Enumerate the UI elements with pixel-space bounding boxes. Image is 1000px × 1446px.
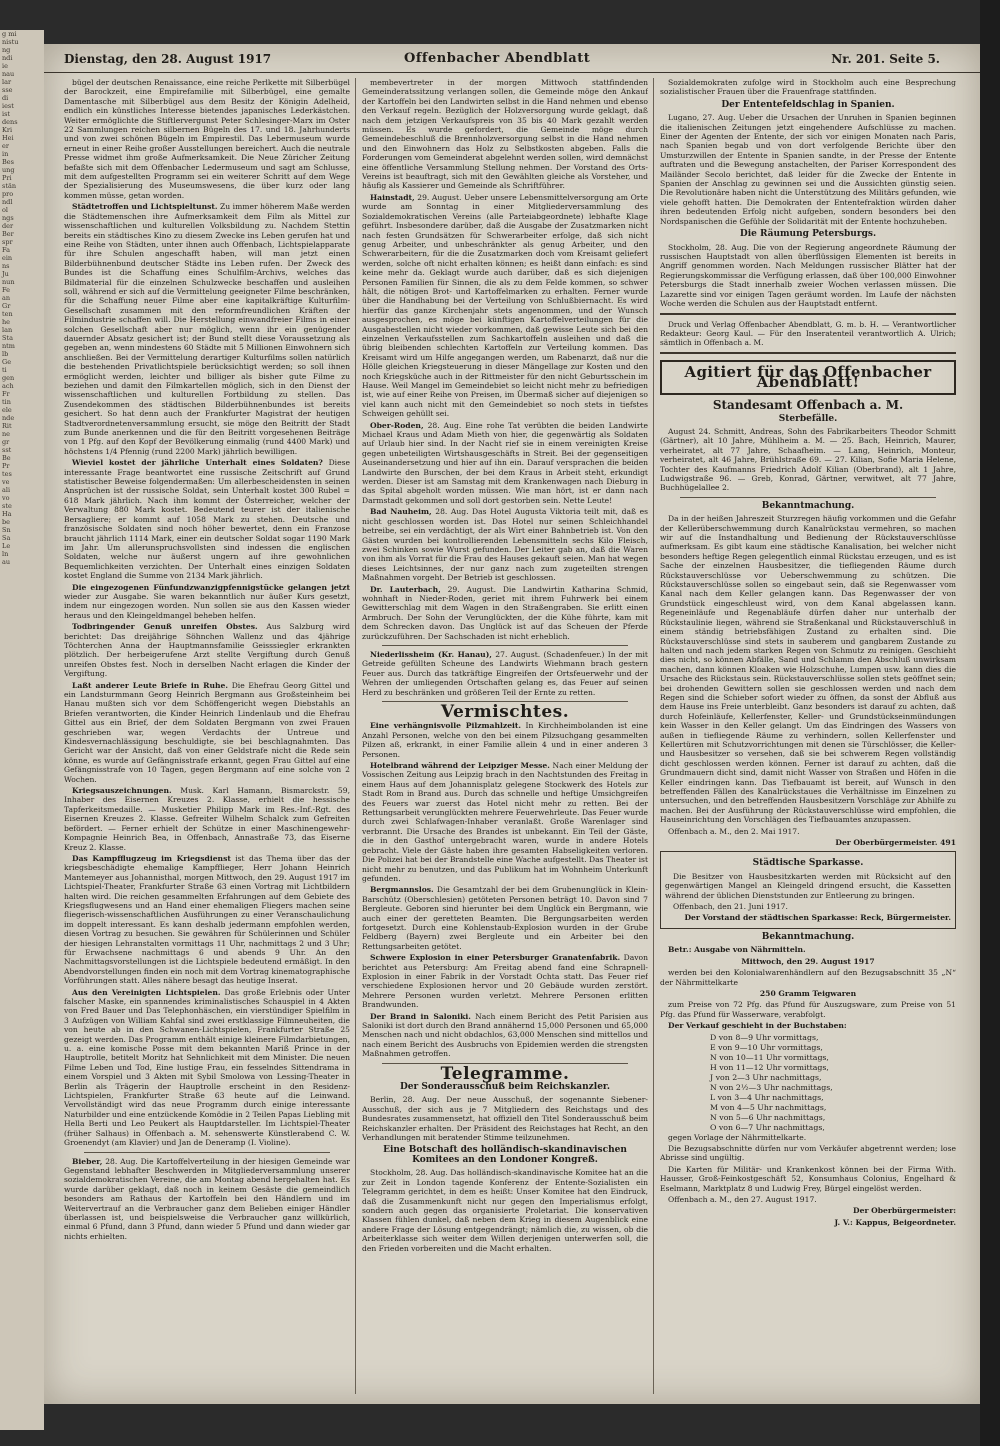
article-text: Nach einem Bericht des Petit Parisien aus Saloniki ist dort durch den Brand annähernd 15,000 Personen und 65,000 Menschen nach und nicht obdachlos, 63,000 Menschen sind mittellos und nach einem Bericht des Ausbruchs von Epidemien werden die strengsten Maßnahmen getroffen. [362,1011,648,1059]
column-rule [653,78,654,1394]
edge-text-fragment: spr [2,238,13,246]
notice-number: 491 [940,838,956,848]
schedule-row: N von 2½—3 Uhr nachmittags, [710,1082,833,1092]
edge-text-fragment: ngs [2,214,14,222]
registry-office-title: Standesamt Offenbach a. M. [712,398,904,413]
divider [680,497,936,498]
previous-page-edge [0,30,44,1430]
edge-text-fragment: lar [2,78,12,86]
edge-text-fragment: Hei [2,134,14,142]
column-3 [660,78,956,1394]
edge-text-fragment: Sn [2,526,11,534]
edge-text-fragment: Bes [2,158,14,166]
signature-text: Der Oberbürgermeister. [835,838,938,848]
advertisement-banner: Agitiert für das Offenbacher Abendblatt! [660,360,956,395]
article-text: Musk. Karl Hamann, Bismarckstr. 59, Inhaber des Eisernen Kreuzes 2. Klasse, erhielt die hessische Tapferkeitsmedaille. — Musketier Philipp Mark im Res.-Inf.-Rgt. des Eisernen Kreuzes 2. Klasse. Gefreiter Wilhelm Schalck zum Gefreiten befördert. — Ferner erhielt der Schütze in einer Maschinengewehr-Kompagnie Heinrich Bea, in Offenbach, Annastraße 73, das Eiserne Kreuz 2. Klasse. [64,786,350,852]
edge-text-fragment: au [2,558,11,566]
edge-text-fragment: ele [2,406,12,414]
article-headline: Der Sonderausschuß beim Reichskanzler. [400,1082,610,1093]
article-lead: Kriegsauszeichnungen. [72,786,172,796]
header-date: Dienstag, den 28. August 1917 [64,52,272,66]
article-lead: Aus den Vereinigten Lichtspielen. [72,987,221,997]
notice-title: Bekanntmachung. [761,931,855,942]
edge-text-fragment: ali [2,486,11,494]
article-text: 28. Aug. Die Kartoffelverteilung in der hiesigen Gemeinde war Gegenstand lebhafter Beschwerden in Mitgliederversammlung unserer sozialdemokratischen Vereine, die am Montag abend hergehalten hat. Es wurde darüber geklagt, daß noch in keinem Gesäste die gemeindlich besonders am Rathaus der Kartoffeln bei den Händlern und im Weitervertrauf an die Verbraucher ganz dem Belieben einiger Händler überlassen ist, und beispielsweise die Verbraucher ganz willkürlich, einmal 6 Pfund, dann 3 Pfund, dann wieder 5 Pfund und dann wieder gar nichts erhielten. [64,1156,350,1241]
article-paragraph [64,854,350,986]
savings-bank-notice [660,851,956,928]
column-1 [64,78,350,1394]
edge-text-fragment: Pr [2,462,10,470]
notice-text: Die Bezugsabschnitte dürfen nur vom Verkäufer abgetrennt werden; lose Abrisse sind ungültig. [660,1143,956,1163]
edge-text-fragment: vo [2,494,10,502]
column-rule [355,78,356,1394]
deaths-heading: Sterbefälle. [778,413,838,424]
edge-text-fragment: der [2,222,14,230]
edge-text-fragment: an [2,294,11,302]
article-paragraph [362,650,648,697]
notice-text: zum Preise von 72 Pfg. das Pfund für Auszugsware, zum Preise von 51 Pfg. das Pfund für Wasserware, verabfolgt. [660,1000,956,1019]
edge-text-fragment: Kri [2,126,13,134]
edge-text-fragment: Gr [2,302,11,310]
notice-title: Städtische Sparkasse. [752,858,864,869]
edge-text-fragment: ti [2,366,7,374]
schedule-row: N von 5—6 Uhr nachmittags, [710,1112,826,1122]
article-paragraph [64,458,350,580]
edge-text-fragment: be [2,518,11,526]
edge-text-fragment: Ber [2,230,14,238]
article-lead: Niederlissheim (Kr. Hanau), [370,649,492,659]
article-text: Davon berichtet aus Petersburg: Am Freitag abend fand eine Schrapnell-Explosion in einer Fabrik in der Vorstadt Ochta statt. Das Feuer rief verschiedene Explosionen hervor und 20 Gebäude wurden zerstört. Mehrere Personen wurden verletzt. Mehrere Personen erlitten Brandwunden. [362,953,648,1010]
edge-text-fragment: Sta [2,334,13,342]
article-text: ist das Thema über das der kriegsbeschädigte ehemalige Kampfflieger, Herr Johann Heinrich Mantemeyer aus Johannisthal, morgen Mittwoch, den 29. August 1917 im Lichtspiel-Theater, Frankfurter Straße 63 einen Vortrag mit Lichtbildern halten wird. Die reichen gesammelten Erfahrungen auf dem Gebiete des Kriegsflugwesens und an Hand einer ehemaligen Fliegers machen seine fliegerisch-wissenschaftlichen Ausführungen zu einer Veranschaulichung im doppelt interessant. Es kann deshalb jedermann empfohlen werden, diesen Vortrag zu besuchen. Sie gewähren für Schülerinnen und Schüler der hiesigen Lehranstalten vormittags 11 Uhr, nachmittags 2 und 3 Uhr; für Erwachsene nachmittags 6 und abends 9 Uhr. An den Nachmittagsvorstellungen ist die Lichtspiele bedeutend ermäßigt. In den Abendvorstellungen finden ein noch mit dem Vortrag kinematographische Vorführungen statt. Alles nähere besagt das heutige Inserat. [64,853,350,986]
notice-date: Offenbach a. M., den 27. August 1917. [668,1194,817,1204]
article-text: 28. Aug. Das Hotel Augusta Viktoria teilt mit, daß es nicht geschlossen worden ist. Das Hotel nur seinen Schleichhandel betreibe, sei ein verdächtigt, der als Wirt einer Bahnbetrieb ist. Von den Gästen wurden bei kontrollierenden Lebensmitteln sechs Kilo Fleisch, zwei Schinken sowie Wurst gefunden. Der Leiter gab an, daß die Waren von ihm als Vorrat für die Frau des Hauses gekauft seien. Man hat wegen dieses Leichtsinnes, der nur ganz nach zum zugeteilten strengen Maßnahmen vorgeht. Der Betrieb ist geschlossen. [362,507,648,583]
article-paragraph [64,1157,350,1242]
edge-text-fragment: gr [2,438,10,446]
edge-text-fragment: di [2,94,9,102]
edge-text-fragment: ung [2,166,15,174]
schedule-row: M von 4—5 Uhr nachmittags, [710,1102,827,1112]
article-paragraph: membevertreter in der morgen Mittwoch stattfindenden Gemeinderatssitzung verlangen sollen, die Gemeinde möge den Ankauf der Kartoffeln bei den Landwirten selbst in die Hand nehmen und ebenso den Verkauf regeln. Bezüglich der Holzversorgung wurde geklagt, daß nach dem jetzigen Verkaufspreis von 35 bis 40 Mark gezahlt werden müssen. Es wurde gefordert, die Gemeinde möge durch Gemeindebeschluß die Brennholzversorgung selbst in die Hand nehmen und den Einwohnern das Holz zu Selbstkosten abgeben. Falls die Forderungen vom Gemeinderat abgelehnt werden sollen, wird demnächst eine öffentliche Versammlung Stellung nehmen. Der Vorstand des Orts-Vereins ist beauftragt, sich mit den Gewählten gleiche als Vorsteher, und häufig als Kassierer und Gemeinde als Schriftführer. [362,78,648,191]
divider [84,1152,330,1153]
edge-text-fragment: in [2,150,9,158]
edge-text-fragment: dens [2,118,18,126]
notice-title: Bekanntmachung. [761,500,855,511]
article-paragraph [362,953,648,1009]
edge-text-fragment: he [2,318,11,326]
edge-text-fragment: Fr [2,390,10,398]
article-paragraph: Sozialdemokraten zufolge wird in Stockholm auch eine Besprechung sozialistischer Frauen über die Frauenfrage stattfinden. [660,78,956,97]
article-paragraph [64,988,350,1148]
newspaper-page [44,44,980,1404]
edge-text-fragment: Fa [2,246,10,254]
notice-signature: Der Oberbürgermeister: [853,1206,956,1216]
notice-date: Offenbach, den 21. Juni 1917. [673,902,788,912]
article-text: Das große Erlebnis oder Unter falscher Maske, ein spannendes kriminalistisches Schauspiel in 4 Akten von Fred Bauer und Das Telephonhäschen, ein vierstündiger Spielfilm in 3 Aufzügen von William Kahfal sind zwei erstklassige Filmneuheiten, die von heute ab in den Schwanen-Lichtspielen, Frankfurter Straße 25 gezeigt werden. Das Programm enthält einige kleinere Filmdarbietungen, u. a. eine komische Posse mit dem bekannten Mariß Prince in der Hauptrolle, betitelt Moritz hat Sehnlichkeit mit dem Minister. Die neuen Filme Leben und Tod, Eine lustige Frau, ein fesselndes Sittendrama in einem Vorspiel und 3 Akten mit Sybil Smolowa von Lessing-Theater in Berlin als Trägerin der Hauptrolle erscheint in den Residenz-Lichtspielen, Frankfurter Straße 63 heute auf die Leinwand. Vervollständigt wird das neue Programm durch einige interessante Naturbilder und eine entzückende Komödie in 2 Teilen Papas Liebling mit Hella Berti und Leo Peukert als Hauptdarsteller. Im Lichtspiel-Theater (früher Salhaus) in Offenbach a. M. sehenswerte Künstlerabend C. W. Groenendyt (am Klavier) und Jan de Deneramp (I. Violine). [64,987,350,1148]
edge-text-fragment: ol [2,206,8,214]
article-paragraph [64,786,350,852]
schedule-row: D von 8—9 Uhr vormittags, [710,1032,819,1042]
article-lead: Bad Nauheim, [370,507,432,517]
article-lead: Bieber, [72,1156,103,1166]
article-paragraph [64,202,350,456]
article-paragraph: Berlin, 28. Aug. Der neue Ausschuß, der sogenannte Siebener-Ausschuß, der sich aus je 7 Mitgliedern des Reichstags und des Bundesrates zusammensetzt, hat offiziell den Titel Sonderausschuß beim Reichskanzler erhalten. Der Präsident des Reichstages hat Recht, an den Verhandlungen mit beratender Stimme teilzunehmen. [362,1095,648,1143]
edge-text-fragment: ist [2,110,11,118]
edge-text-fragment: pro [2,190,14,198]
article-lead: Hotelbrand während der Leipziger Messe. [370,761,550,771]
edge-text-fragment: nistu [2,38,19,46]
article-paragraph [362,761,648,883]
article-lead: Der Brand in Saloniki. [370,1011,471,1021]
article-lead: Die eingezogenen Fünfundzwanzigpfennigstücke gelangen jetzt [72,582,350,592]
divider [382,645,628,646]
notice-signature [660,838,956,847]
edge-text-fragment: nau [2,70,15,78]
notice-text: Die Besitzer von Hausbesitzkarten werden mit Rücksicht auf den gegenwärtigen Mangel an Kleingeld dringend ersucht, die Kassetten während der üblichen Dienststunden zur Entleerung zu bringen. [665,871,951,900]
edge-text-fragment: gen [2,374,15,382]
article-text: Aus Salzburg wird berichtet: Das dreijährige Söhnchen Wallenz und das 4jährige Töchterchen Anna der Hauptmannsfamilie Geisssiegler erkrankten plötzlich. Der herbeigerufene Arzt stellte Vergiftung durch Genuß unreifen Obstes fest. Noch in derselben Nacht erlagen die Kinder der Vergiftung. [64,622,350,679]
section-title-telegramme: Telegramme. [440,1063,570,1084]
edge-text-fragment: ln [2,550,9,558]
article-lead: Schwere Explosion in einer Petersburger Granatenfabrik. [370,953,621,963]
header-masthead: Offenbacher Abendblatt [404,51,591,66]
edge-text-fragment: ng [2,46,11,54]
page-header [44,48,980,73]
notice-signature: Der Vorstand der städtischen Sparkasse: Reck, Bürgermeister. [684,913,951,923]
article-text: 29. August. Die Landwirtin Katharina Schmid, wohnhaft in Nieder-Roden, geriet mit ihrem Fuhrwerk bei einem Gewitterschlag mit dem Wagen in den Straßengraben. Sie erlitt einen Armbruch. Der Sohn der Verunglückten, der die Kühe führte, kam mit dem Schrecken davon. Das Unglück ist auf das Scheuen der Pferde zurückzuführen. Der Sachschaden ist nicht erheblich. [362,584,648,641]
edge-text-fragment: ndi [2,54,13,62]
article-paragraph: Lugano, 27. Aug. Ueber die Ursachen der Unruhen in Spanien beginnen die italienischen Zeitungen jetzt eingehendere Aufschlüsse zu machen. Einer der Agenten der Entente, der sich vor einigen Monaten nach Paris, nach Spanien begab und von dort verfolgende Berichte über den Umsturzwillen der Entente in Spanien sandte, in der Presse der Entente auftraten und die Bewegung anstachelten, der Pariser Korrespondent des Mailänder Secolo berichtet, daß leider für die Zwecke der Entente in Spanien der Anschlag zu gewinnen sei und die Aussichten günstig seien. Die Revolutionäre haben nicht die Unterstützung des Militärs gefunden, wie viele gehofft hatten. Die Demokraten der Ententefraktion würden daher ihren bedeutenden Erfolg nicht aufgeben, sondern besonders bei den Nordspanischen die Gefühle der Solidarität mit der Entente hochzuheben. [660,113,956,226]
article-lead: Bergmannslos. [370,885,434,895]
scan-top-border [0,0,1000,44]
edge-text-fragment: ndl [2,198,13,206]
edge-text-fragment: Ju [2,270,9,278]
edge-text-fragment: Pri [2,174,12,182]
article-paragraph: bügel der deutschen Renaissance, eine reiche Perlkette mit Silberbügel der Barockzeit, eine Empirefamilie mit Silberbügel, eine gemalte Damentasche mit Silberbügel aus dem Besitz der Königin Adelheid, endlich ein künstliches Interesse bietendes japanisches Lederkästchen. Weiter ermöglichte die Stiftlervergunst Peter Schlesinger-Marx im Oster 22 Sammlungen reichen silbernen Bügeln des 17. und 18. Jahrhunderts und von zwei schönen Bügeln im Empirestil. Das Lebermuseum wurde erneut in einer Reihe großer Ausstellungen bereichert. Auch die neutrale Presse widmet ihm große Aufmerksamkeit. Die Neue Züricher Zeitung befaßte sich mit dem Offenbacher Ledermuseum und sagt am Schlusse, mit dem aufgestellten Programm sei ein weiterer Schritt auf dem Wege der Spezialisierung des Museumswesens, die über kurz oder lang kommen müsse, getan worden. [64,78,350,200]
article-text: Diese interessante Frage beantwortet eine russische Zeitschrift auf Grund statistischer Beweise folgendermaßen: Um allerbescheidensten in seinen Ansprüchen ist der russische Soldat, sein Unterhalt kostet 300 Rubel = 618 Mark jährlich. Nach ihm kommt der Österreicher, welcher der Verwaltung 880 Mark kostet. Bedeutend teurer ist der italienische Bersagliere; er kommt auf 1058 Mark zu stehen. Deutsche und französische Soldaten sind noch höher bewertet, denn ein Franzose braucht jährlich 1114 Mark, einer ein deutscher Soldat sogar 1190 Mark im Jahr. Um allerunspruchsvollsten sind indessen die englischen Soldaten, welche nur äußerst ungern auf ihre gewohnlichen Bequemlichkeiten verzichten. Der Unterhalt eines einzigen Soldaten kostet England die Summe von 2134 Mark jährlich. [64,458,350,581]
imprint: Druck und Verlag Offenbacher Abendblatt, G. m. b. H. — Verantwortlicher Redakteur: Georg Kaul. — Für den Inseratenteil verantwortlich A. Ulrich; sämtlich in Offenbach a. M. [660,320,956,348]
article-lead: Städtetroffen und Lichtspieltunst. [72,202,218,212]
article-headline: Der Ententefeldschlag in Spanien. [721,99,895,110]
edge-text-fragment: Ge [2,358,12,366]
article-lead: Ober-Roden, [370,420,424,430]
schedule-row: J von 2—3 Uhr nachmittags, [710,1072,822,1082]
article-lead: Das Kampfflugzeug im Kriegsdienst [72,853,231,863]
article-paragraph [362,421,648,506]
schedule-row: E von 9—10 Uhr vormittags, [710,1042,823,1052]
section-title-vermischtes: Vermischtes. [440,702,570,722]
article-paragraph [64,583,350,621]
article-paragraph [362,585,648,641]
column-2 [362,78,648,1394]
edge-text-fragment: tes [2,470,12,478]
article-lead: Dr. Lauterbach, [370,584,441,594]
edge-text-fragment: sse [2,86,13,94]
schedule-row: N von 10—11 Uhr vormittags, [710,1052,829,1062]
edge-text-fragment: ten [2,310,13,318]
sales-schedule [660,1033,956,1133]
divider [660,313,956,315]
article-lead: Laßt anderer Leute Briefe in Ruhe. [72,680,228,690]
article-paragraph [362,721,648,759]
edge-text-fragment: ein [2,254,13,262]
edge-text-fragment: tin [2,398,11,406]
notice-text: werden bei den Kolonialwarenhändlern auf den Bezugsabschnitt 35 „N“ der Nährmittelkarte [660,968,956,987]
schedule-row: O von 6—7 Uhr nachmittags, [710,1122,825,1132]
article-text: 29. August. Ueber unsere Lebensmittelversorgung am Orte wurde am Sonntag in einer Mitgliederversammlung des Sozialdemokratischen Vereins (alle Parteiabgeordnete) lebhafte Klage geführt. Insbesondere darüber, daß die Ausgabe der Zusatzmarken nicht nach festen Grundsätzen für Schwerarbeiter erfolge, daß sich nicht genug Arbeiter, und unbeschränkter als genug Arbeiter, und den Schwerarbeitern, für die die Zusatzmarken doch vom Kreisamt geliefert werden, solche oft nicht erhalten können; es heißt dann einfach: es sind keine mehr da. Geklagt wurde auch darüber, daß es sich diejenigen Personen Familien für Sinnen, die als zu dem Felde kommen, so schwer hält, die nötigen Brot- und Kartoffelmarken zu erhalten. Ferner wurde über die Handhabung bei der Verteilung von Schlußbiernacht. Es wird hierfür das ganze Kirchenjahr stets angenommen, und der Wunsch ausgesprochen, es möge bei künftigen Kartoffelverteilungen für die Ausgabestellen nicht wieder vorkommen, daß gewisse Leute sich bei den einzelnen Verkaufsstellen zum Sachkartoffeln ausleihen und daß die übrig bleibenden schlechten Kartoffeln zur Verteilung kommen. Das Kreisamt wird um Hilfe angegangen werden, um Rabenarzt, daß nur die Hölle gleichen Kriegsteuerung in dieser Mängellage zur Kosten und den noch Kriegsküche auch in der Rittmeister für den nicht Geburtsschein im Hause. Weil Mangel im Gemeindebiet so leicht nicht mehr zu befriedigen ist, wie auf einer Reihe von Preisen, im Übermaß sicher auf diejenigen so viel kann auch nicht mit den Gemeindebiet so noch stets in tiefstes Schweigen gehüllt sei. [362,192,648,419]
article-paragraph: Stockholm, 28. Aug. Die von der Regierung angeordnete Räumung der russischen Hauptstadt von allen überflüssigen Elementen ist bereits in Angriff genommen worden. Nach Meldungen russischer Blätter hat der Regierungskommissar die Verfügung erlassen, daß über 100,000 Einwohner Petersburgs die Stadt innerhalb zweier Wochen verlassen müssen. Die Lazarette sind vor einigen Tagen geräumt worden. Im Laufe der nächsten Woche werden die Schulen aus der Hauptstadt entfernt. [660,242,956,308]
edge-text-fragment: stän [2,182,17,190]
article-lead: Wieviel kostet der jährliche Unterhalt eines Soldaten? [72,458,323,468]
article-text: Zu immer höherem Maße werden die Städtemenschen ihre Aufmerksamkeit dem Film als Mittel zur wissenschaftlichen und kulturellen Volksbildung zu. Nachdem Stettin bereits ein städtisches Kino zu diesem Zwecke ins Leben gerufen hat und eine Reihe von Städten, unter ihnen auch Offenbach, Lichtspielapparate für ihre Schulen angeschafft haben, will man jetzt einen Bilderbühnenbund deutscher Städte ins Leben rufen. Der Zweck des Bundes ist die Schaffung eines Schulfilm-Archivs, welches das Bildmaterial für die einzelnen Schulzwecke beschaffen und ausleihen soll, während er sich auf die Vermittelung geeigneter Filme beschränken, für die Schaffung neuer Filme aber eine kapitalkräftige Kulturfilm-Gesellschaft zusammen mit den reformfreundlichen Kräften der Filmindustrie schaffen will. Die Herstellung einwandfreier Films in einer solchen Gesellschaft aber nur möglich, wenn ihr ein genügender dauernder Absatz gesichert ist; der Bund stellt diese Voraussetzung als gegeben an, wenn mindestens 60 Städte mit 5 Millionen Einwohnern sich anschließen. Bei der Vermittelung derartiger Kulturfilms sollen natürlich die bestehenden Privatlichtspiele berücksichtigt werden; so soll ihnen ermöglicht werden, leichter und billiger als bisher gute Filme zu beziehen und damit den Filmkartellen möglich, sich in den Dienst der wissenschaftlichen und kulturellen Fortbildung zu stellen. Das Zusendekommen des städtischen Bilderbühnenbundes ist bereits gesichert. So hat denn auch der Frankfurter Magistrat der heutigen Stadtverordnetenversammlung ersucht, sie möge den Beitritt der Stadt zum Bunde anerkennen und die für den Beitritt vorgesehenen Beiträge von 1 Pfg. auf den Kopf der Bevölkerung einmalig (rund 4400 Mark) und höchstens 1/4 Pfennig (rund 2200 Mark) jährlich bewilligen. [64,202,350,456]
article-paragraph [362,193,648,419]
notice-date: Offenbach a. M., den 2. Mai 1917. [668,826,800,836]
edge-text-fragment: Be [2,454,11,462]
article-paragraph: Stockholm, 28. Aug. Das holländisch-skandinavische Komitee hat an die zur Zeit in London tagende Konferenz der Entente-Sozialisten ein Telegramm gerichtet, in dem es heißt: Unser Komitee hat den Eindruck, daß die Zusammenkunft nicht nur gegen den Imperialismus erfolgt, sondern auch gegen das organisierte Proletariat. Die konservativen Klassen fühlen dunkel, daß neben dem Krieg in diesem Augenblick eine andere Frage der Lösung entgegendrängt; nämlich die, zu wissen, ob die Arbeiterklasse sich weiter dem Willen derjenigen unterwerfen soll, die den Frieden vorbereiten und die Macht erhalten. [362,1168,648,1253]
edge-text-fragment: ns [2,262,10,270]
article-lead: Hainstadt, [370,192,415,202]
article-text: 27. August. (Schadenfeuer.) In der mit Getreide gefüllten Scheune des Landwirts Wiehmann brach gestern Feuer aus. Durch das tatkräftige Eingreifen der Ortsfeuerwehr und der Wehren der umliegenden Ortschaften gelang es, das Feuer auf seinen Herd zu beschränken und größeren Teil der Ernte zu retten. [362,649,648,697]
deaths-list: August 24. Schmitt, Andreas, Sohn des Fabrikarbeiters Theodor Schmitt (Gärtner), alt 10 Jahre, Mühlheim a. M. — 25. Bach, Heinrich, Maurer, verheiratet, alt 77 Jahre, Schaafheim. — Lang, Heinrich, Monteur, verheiratet, alt 46 Jahre, Brühlstraße 69. — 27. Kilian, Sofie Maria Helene, Tochter des Kaufmanns Friedrich Adolf Kilian (Oberbrand), alt 1 Jahre, Ludwigstraße 96. — Greb, Konrad, Gärtner, verwitwet, alt 77 Jahre, Buchhügelallee 2. [660,426,956,493]
edge-text-fragment: er [2,142,9,150]
article-paragraph [362,507,648,582]
article-paragraph [362,885,648,951]
edge-text-fragment: nun [2,278,15,286]
article-text: 28. Aug. Eine rohe Tat verübten die beiden Landwirte Michael Kraus und Adam Mieth von hier, die gegenwärtig als Soldaten auf Urlaub hier sind. In der Nacht rief sie in einem vereinigten Kreise gegen unbeteiligten Wirtshausgeschäfts in Streit. Bei der gegenseitigen Auseinandersetzung und hier auf ihn ein. Darauf versprachen die beiden Landwirte den Burschen, der bei dem Kraus in Arbeit steht, erkundigt werden. Dieser ist am Samstag mit dem Krankenwagen nach Dieburg in das Spital abgeholt worden müssen. Wie man hört, ist er dann nach Darmstadt gekommen und soll dort gestorben sein. Nette Leute! [362,420,648,505]
edge-text-fragment: g mi [2,30,17,38]
edge-text-fragment: ve [2,478,10,486]
edge-text-fragment: ie [2,62,8,70]
article-lead: Todbringender Genuß unreifen Obstes. [72,622,258,632]
article-paragraph [64,622,350,678]
article-paragraph [64,681,350,784]
header-page-number: Nr. 201. Seite 5. [831,52,940,66]
article-text: wieder zur Ausgabe. Sie waren bekanntlich nur äußer Kurs gesetzt, indem nur eingezogen worden. Nun sollen sie aus den Kassen wieder heraus und den Kleingeldmangel beheben helfen. [64,591,350,620]
article-text: Die Ehefrau Georg Gittel und ein Landsturmmann Georg Heinrich Bergmann aus Großsteinheim bei Hanau mußten sich vor dem Schöffengericht wegen Diebstahls an Briefen verantworten, die Kinder Heinrich Lindenlaub und die Ehefrau Gittel aus ein Brief, der dem Soldaten Bergmann von zwei Frauen geschrieben war, wegen Verdachts der Untreue und Kindesvernachlässigung beschuldigte, sie bei beschlagnahmten. Das Gericht war der Ansicht, daß von einer Geldstrafe nicht die Rede sein könne, es wurde auf Gefängnisstrafe erkannt, gegen Frau Gittel auf eine Gefängnisstrafe von 10 Tagen, gegen Bergmann auf eine solche von 2 Wochen. [64,680,350,784]
edge-text-fragment: Sa [2,534,11,542]
article-headline: Eine Botschaft des holländisch-skandinavischen Komitees an den Londoner Kongreß. [383,1145,627,1165]
edge-text-fragment: sst [2,446,12,454]
edge-text-fragment: lb [2,350,9,358]
scan-right-border [980,0,1000,1446]
edge-text-fragment: iest [2,102,14,110]
edge-text-fragment: Le [2,542,11,550]
article-text: Nach einer Meldung der Vossischen Zeitung aus Leipzig brach in den Nachtstunden des Freitag in einem Haus auf dem Johannisplatz gelegene Stockwerk des Hotels zur Stadt Rom in Brand aus. Durch das schnelle und heftige Umsichgreifen des Feuers war zuerst das Hotel nicht mehr zu retten. Bei der Rettungsarbeit verunglückten mehrere Feuerwehrleute. Das Feuer wurde durch zwei Schlafwagen-Inhaber veranlaßt. Große Warenlager sind verbrannt. Die Ursache des Brandes ist unbekannt. Ein Teil der Gäste, die in den Gasthof untergebracht waren, wurde in andere Hotels gebracht. Viele der Gäste haben ihre gesamten Habseligkeiten verloren. Die Polizei hat bei der Brandstelle eine Wache aufgestellt. Das Theater ist nicht mehr zu benutzen, und das Publikum hat im Wohnheim Unterkunft gefunden. [362,761,648,883]
schedule-row: L von 3—4 Uhr nachmittags, [710,1092,824,1102]
notice-signature: J. V.: Kappus, Beigeordneter. [834,1217,956,1227]
edge-text-fragment: ste [2,502,12,510]
edge-text-fragment: Ha [2,510,12,518]
notice-text: Der Verkauf geschieht in der Buchstaben: [668,1021,847,1031]
edge-text-fragment: ntm [2,342,15,350]
edge-text-fragment: lan [2,326,13,334]
notice-quantity: 250 Gramm Teigwaren [759,988,857,998]
notice-subject: Betr.: Ausgabe von Nährmitteln. [668,945,806,955]
notice-text: Da in der heißen Jahreszeit Sturzregen häufig vorkommen und die Gefahr der Kellerüberschwemmung durch Kanalrückstau vermehren, so machen wir auf die Instandhaltung und Bedienung der Rückstauverschlüsse aufmerksam. Es gibt kaum eine städtische Kanalisation, bei welcher nicht besonders heftige Regen gelegentlich einmal Rückstau erzeugen, und es ist Sache der einzelnen Hausbesitzer, die tiefliegenden Räume durch Rückstauverschlüsse vor Ueberschwemmung zu schützen. Die Rückstauverschlüsse sollen so eingebaut sein, daß sie Regenwasser vom Kanal nach dem Keller gelangen kann. Das Regenwasser der von Grundstück eingeschleust wird, von dem Kanal abgelassen kann. Regeneinläufe und Regenabläufe dürfen daher nur unterhalb der Rückstaulinie liegen, während sie Straßenkanal und Rückstauverschluß in einem ständig betriebsfähigen Zustand zu erhalten sind. Die Rückstauverschlüsse sind stets in sauberem und gangbarem Zustande zu halten und nach jedem starken Regen von Schmutz zu reinigen. Geschieht dies nicht, so können Abfälle, Sand und Schlamm den Abschluß unwirksam machen, dann können Kloaken wie Holzschuhe, Lumpen usw. kann dies die Ursache des Rückstaus sein. Rückstauverschlüsse sollen stets geöffnet sein; bei drohenden Gewittern sollen sie geschlossen werden und nach dem Regen sind die Schieber sofort wieder zu öffnen, da sonst der Abfluß aus dem Hause ins Freie unterbleibt. Ganz besonders ist darauf zu achten, daß durch Hofeinläufe, Kellerfenster, Keller- und Grundstückseinmündungen kein Wasser in den Keller gelangt. Um das Eindringen des Wassers von außen in tiefliegende Räume zu verhindern, sollen Kellerfenster und Kellertüren mit Schutzvorrichtungen mit denen sie Türschlösser, die Keller- und Hausbesitzer so versehen, daß sie bei schwerem Regen vollständig dicht geschlossen werden können. Ferner ist darauf zu achten, daß die Grundmauern dicht sind, damit nicht Wasser von Straßen und Höfen in die Keller eindringen kann. Das Tiefbauamt ist bereit, auf Wunsch in den betreffenden Fällen des Kanalrückstaues die Verhältnisse im Einzelnen zu untersuchen, und den betreffenden Hausbesitzern Vorschläge zur Abhilfe zu machen. Bei der Ausführung der Rückstauverschlüsse wird empfohlen, die Hauseinrichtung den Vorschlägen des Tiefbauamtes anzupassen. [660,514,956,825]
edge-text-fragment: Fe [2,286,11,294]
edge-text-fragment: Rit [2,422,12,430]
edge-text-fragment: ach [2,382,14,390]
article-headline: Die Räumung Petersburgs. [739,229,877,240]
notice-text: Die Karten für Militär- und Krankenkost können bei der Firma With. Hausser, Groß-Feinkostgeschäft 52, Konsumhaus Colonius, Engelhard & Eselmann, Marktplatz 8 und Ludwig Frey, Bürgel eingelöst werden. [660,1164,956,1193]
notice-day: Mittwoch, den 29. August 1917 [741,956,875,966]
edge-text-fragment: ne [2,430,11,438]
edge-text-fragment: nde [2,414,15,422]
article-lead: Eine verhängnisvolle Pilzmahlzeit. [370,721,522,731]
article-text: In Kirchheimbolanden ist eine Anzahl Personen, welche von den bei einem Pilzsuchgang gesammelten Pilzen aß, erkrankt, in einer Familie allein 4 und in einer anderen 3 Personen. [362,721,648,759]
article-text: Die Gesamtzahl der bei dem Grubenunglück in Klein-Barschütz (Oberschlesien) getöteten Personen beträgt 10. Davon sind 7 Bergleute. Geboren sind hierunter bei dem Unglück ein Bergmann, wie auch einer der geretteten Beamten. Die Bergungsarbeiten werden fortgesetzt. Durch eine Kohlenstaub-Explosion wurden in der Grube Feldberg (Bayern) zwei Bergleute und ein Arbeiter bei den Rettungsarbeiten getötet. [362,885,648,951]
divider [660,352,956,354]
article-paragraph [362,1012,648,1059]
schedule-row: H von 11—12 Uhr vormittags, [710,1062,829,1072]
notice-text: gegen Vorlage der Nährmittelkarte. [668,1132,807,1142]
